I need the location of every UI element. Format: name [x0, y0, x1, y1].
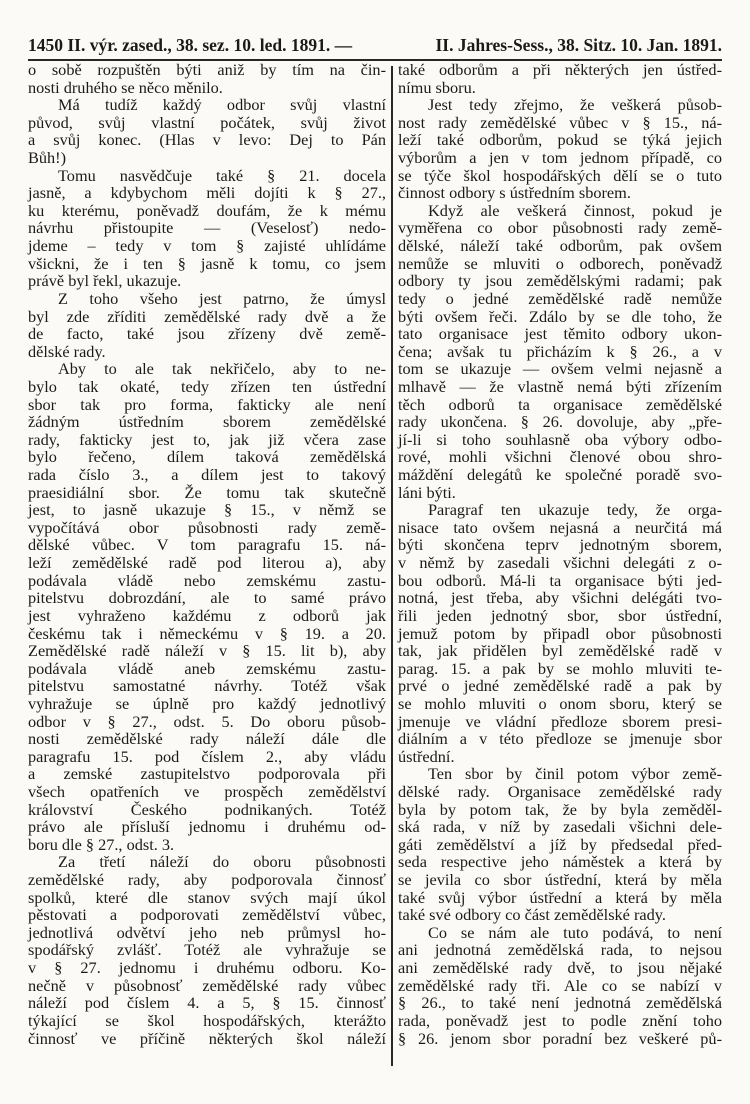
text-line: de facto, také jsou zřízeny dvě země- — [28, 324, 386, 344]
text-line: jí-li si toho souhlasně oba výbory odbo- — [398, 429, 722, 449]
text-line: Jest tedy zřejmo, že veškerá působ- — [428, 95, 722, 115]
text-line: původ, svůj vlastní počátek, svůj život — [28, 112, 386, 132]
text-line: leží zemědělské radě pod literou a), aby — [28, 553, 386, 573]
text-line: bylo tak okaté, tedy zřízen ten ústřední — [28, 376, 386, 396]
text-line: bou odborů. Má-li ta organisace býti jed- — [398, 570, 722, 590]
text-line: nečně v působnosť zemědělské rady vůbec — [28, 975, 386, 995]
text-line: odbor v § 27., odst. 5. Do oboru působ- — [28, 711, 386, 731]
text-line: řili jeden jednotný sbor, sbor ústřední, — [398, 605, 722, 625]
text-line: podávala vládě aneb zemskému zastu- — [28, 658, 386, 678]
text-line: dělské rady. Organisace zemědělské rady — [398, 781, 722, 801]
text-line: tato organisace jest těmito odbory ukon- — [398, 324, 722, 344]
text-line: činnosť ve příčině některých škol náleží — [28, 1028, 386, 1048]
text-line: ústřední. — [398, 746, 455, 766]
text-line: Aby to ale tak nekřičelo, aby to ne- — [58, 359, 386, 379]
text-line: rada, poněvadž jest to podle znění toho — [398, 1010, 722, 1030]
text-line: býti ovšem řeči. Zdálo by se dle toho, že — [398, 306, 722, 326]
text-line: Když ale veškerá činnost, pokud je — [428, 200, 722, 220]
text-line: ku kterému, poněvadž doufám, že k mému — [28, 200, 386, 220]
text-line: se týče škol hospodářských dělí se o tuto — [398, 165, 722, 185]
text-line: býti skončena teprv jednotným sborem, — [398, 535, 722, 555]
text-line: vypočítává obor působnosti rady země- — [28, 517, 386, 537]
text-line: činnost odbory s ústředním sborem. — [398, 183, 631, 203]
text-line: boru dle § 27., odst. 3. — [28, 834, 175, 854]
text-line: o sobě rozpuštěn býti aniž by tím na čin- — [28, 60, 386, 79]
text-line: žádným ústředním sborem zemědělské — [28, 412, 386, 432]
text-line: Co se nám ale tuto podává, to není — [428, 922, 722, 942]
text-line: návrhu přistoupite — (Veselosť) nedo- — [28, 218, 386, 238]
text-line: právě byl řekl, ukazuje. — [28, 271, 182, 291]
text-line: v § 27. jednomu i druhému odboru. Ko- — [28, 958, 386, 978]
text-line: notná, jest třeba, aby všichni delégáti tvo- — [398, 588, 722, 608]
text-line: spodářský zvlášť. Totéž ale vyhražuje se — [28, 940, 386, 960]
text-line: všech opatřeních ve prospěch zemědělství — [28, 781, 386, 801]
text-line: byla by potom tak, že by byla zeměděl- — [398, 799, 722, 819]
text-line: Bůh!) — [28, 148, 66, 168]
text-line: výborům a jen v tom jednom případě, co — [398, 148, 722, 168]
right-column — [398, 61, 722, 1047]
text-line: zemědělské rady tři. Ale co se nabízí v — [398, 975, 722, 995]
header-czech: 1450 II. výr. zased., 38. sez. 10. led. 1891. — — [28, 35, 353, 55]
column-divider — [391, 66, 393, 1066]
text-line: jdeme – tedy v tom § zajisté uhlídáme — [28, 236, 386, 256]
text-line: také své odbory co část zemědělské rady. — [398, 905, 666, 925]
text-line: zemědělské rady, aby podporovala činnosť — [28, 870, 386, 890]
text-line: jemuž potom by připadl obor působnosti — [398, 623, 722, 643]
text-line: všickni, že i ten § jasně k tomu, co jsem — [28, 253, 386, 273]
text-line: podávala vládě nebo zemskému zastu- — [28, 570, 386, 590]
text-line: také svůj výbor ústřední a která by měla — [398, 887, 722, 907]
text-line: jasně, a kdybychom měli dojíti k § 27., — [28, 183, 386, 203]
text-line: parag. 15. a pak by se mohlo mluviti te- — [398, 658, 722, 678]
text-line: nosti druhého se něco měnilo. — [28, 77, 223, 97]
text-line: jest vyhraženo každému z odborů jak — [28, 605, 386, 625]
text-line: Má tudíž každý odbor svůj vlastní — [58, 95, 386, 115]
text-line: prvé o jedné zemědělské radě a pak by — [398, 676, 722, 696]
text-line: gáti zemědělství a jíž by předsedal před- — [398, 834, 722, 854]
text-line: náleží pod číslem 4. a 5, § 15. činnosť — [28, 993, 386, 1013]
header-german: II. Jahres-Sess., 38. Sitz. 10. Jan. 1891. — [435, 35, 722, 55]
text-line: nisace tato ovšem nejasná a neurčitá má — [398, 517, 722, 537]
text-line: sbor tak pro forma, fakticky ale není — [28, 394, 386, 414]
text-line: českému tak i německému v § 19. a 20. — [28, 623, 386, 643]
text-line: čena; avšak tu přicházím k § 26., a v — [398, 341, 722, 361]
text-line: království Českého podnikaných. Totéž — [28, 799, 386, 819]
text-line: láni býti. — [398, 482, 456, 502]
text-line: pitelstvu samostatné návrhy. Totéž však — [28, 676, 386, 696]
text-line: ani jednotná zemědělská rada, to nejsou — [398, 940, 722, 960]
text-line: mlhavě — že vlastně nemá býti zřízením — [398, 376, 722, 396]
text-line: diálním a v této předloze se jmenuje sbor — [398, 729, 722, 749]
text-line: § 26., to také není jednotná zemědělská — [398, 993, 722, 1013]
text-line: jednotlivá odvětví jeho neb průmysl ho- — [28, 922, 386, 942]
text-line: těch odborů ta organisace zemědělské — [398, 394, 722, 414]
text-line: týkající se škol hospodářských, kterážto — [28, 1010, 386, 1030]
text-line: Ten sbor by činil potom výbor země- — [428, 764, 722, 784]
text-line: dělské vůbec. V tom paragrafu 15. ná- — [28, 535, 386, 555]
text-line: pitelstvu dobrozdání, ale to samé právo — [28, 588, 386, 608]
text-line: nímu sboru. — [398, 77, 476, 97]
text-line: Zemědělské radě náleží v § 15. lit b), aby — [28, 641, 386, 661]
text-line: Za třetí náleží do oboru působnosti — [58, 852, 386, 872]
text-line: § 26. jenom sbor poradní bez veškeré pů- — [398, 1028, 722, 1048]
text-line: Paragraf ten ukazuje tedy, že orga- — [428, 500, 722, 520]
text-line: Tomu nasvědčuje také § 21. docela — [58, 165, 386, 185]
text-line: byl zde zříditi zemědělské rady dvě a že — [28, 306, 386, 326]
text-line: odbory ty jsou zemědělskými radami; pak — [398, 271, 722, 291]
text-line: Z toho všeho jest patrno, že úmysl — [58, 288, 386, 308]
text-line: bylo řečeno, dílem taková zemědělská — [28, 447, 386, 467]
running-header — [28, 30, 722, 56]
text-line: se mohlo mluviti o onom sboru, který se — [398, 693, 722, 713]
text-line: také odborům a při některých jen ústřed- — [398, 60, 722, 79]
text-line: leží také odborům, pokud se týká jejich — [398, 130, 722, 150]
left-column — [28, 61, 386, 1047]
text-line: vyhražuje se úplně pro každý jednotlivý — [28, 693, 386, 713]
text-line: a svůj konec. (Hlas v levo: Dej to Pán — [28, 130, 386, 150]
text-line: rové, mohli všichni členové obou shro- — [398, 447, 722, 467]
text-line: tedy o jedné zemědělské radě nemůže — [398, 288, 722, 308]
text-line: rada číslo 3., a dílem jest to takový — [28, 465, 386, 485]
text-line: tak, jak přidělen byl zemědělské radě v — [398, 641, 722, 661]
text-line: vyměřena co obor působnosti rady země- — [398, 218, 722, 238]
text-line: tom se ukazuje — ovšem velmi nejasně a — [398, 359, 722, 379]
text-line: seda respective jeho náměstek a která by — [398, 852, 722, 872]
text-line: nost rady zemědělské vůbec v § 15., ná- — [398, 112, 722, 132]
text-line: spolků, které dle stanov svých mají úkol — [28, 887, 386, 907]
text-line: dělské rady. — [28, 341, 106, 361]
text-line: praesidiální sbor. Že tomu tak skutečně — [28, 482, 386, 502]
text-line: nemůže se mluviti o odborech, poněvadž — [398, 253, 722, 273]
text-line: právo ale přísluší jednomu i druhému od- — [28, 817, 386, 837]
text-line: pěstovati a podporovati zemědělství vůbec, — [28, 905, 386, 925]
text-line: nosti zemědělské rady náleží dále dle — [28, 729, 386, 749]
text-line: paragrafu 15. pod číslem 2., aby vládu — [28, 746, 386, 766]
text-line: se jevila co sbor ústřední, která by měla — [398, 870, 722, 890]
text-line: rady ukončena. § 26. dovoluje, aby „pře- — [398, 412, 722, 432]
text-line: ani zemědělské rady dvě, to jsou nějaké — [398, 958, 722, 978]
text-line: máždění delegátů ke společné poradě svo- — [398, 465, 722, 485]
text-line: ská rada, v níž by zasedali všichni dele- — [398, 817, 722, 837]
text-line: dělské, náleží také odborům, pak ovšem — [398, 236, 722, 256]
text-line: jest, to jasně ukazuje § 15., v němž se — [28, 500, 386, 520]
text-line: a zemské zastupitelstvo podporovala při — [28, 764, 386, 784]
text-line: rady, fakticky jest to, jak již včera zase — [28, 429, 386, 449]
text-line: v němž by zasedali všichni delegáti z o- — [398, 553, 722, 573]
text-line: jmenuje ve vládní předloze sborem presi- — [398, 711, 722, 731]
